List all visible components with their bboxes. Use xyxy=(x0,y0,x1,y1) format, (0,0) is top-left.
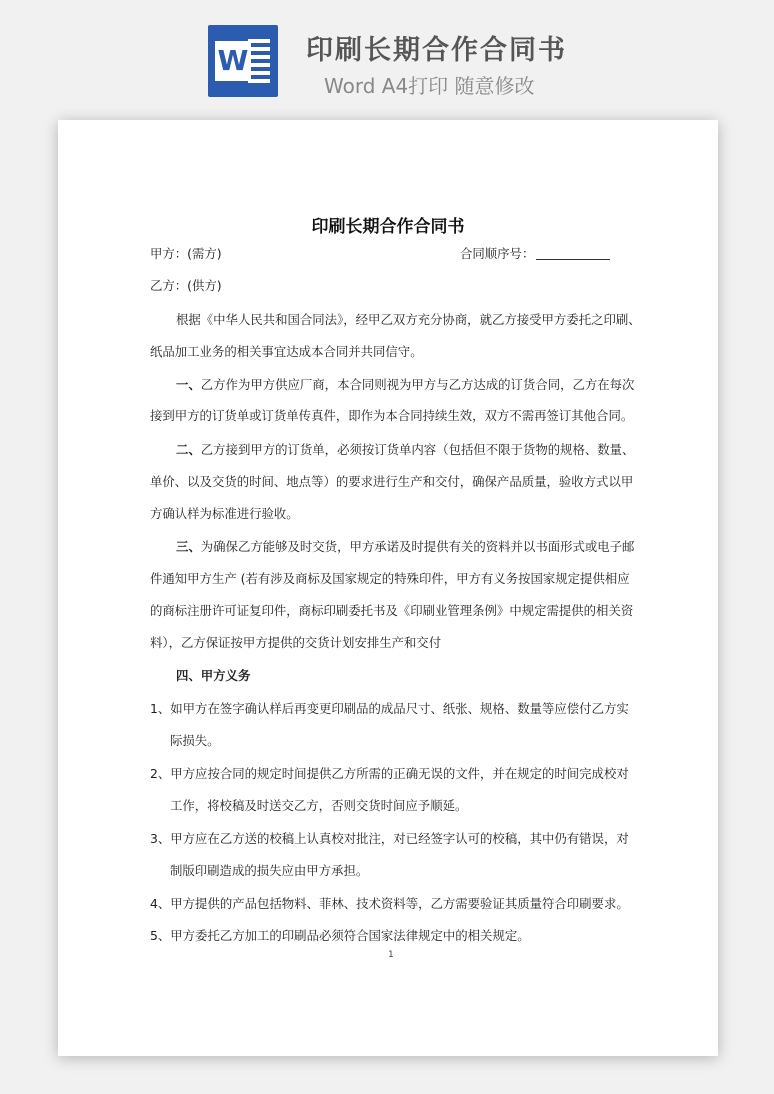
clause-1-line-2: 接到甲方的订货单或订货单传真件，即作为本合同持续生效，双方不需再签订其他合同。 xyxy=(150,408,634,423)
clause-2-line-3: 方确认样为标准进行验收。 xyxy=(150,506,299,521)
clause-2-line-2: 单价、以及交货的时间、地点等）的要求进行生产和交付，确保产品质量，验收方式以甲 xyxy=(150,474,634,489)
contract-number-label: 合同顺序号： xyxy=(460,246,535,261)
word-logo-icon xyxy=(208,25,278,97)
clause-1-line-1: 一、乙方作为甲方供应厂商，本合同则视为甲方与乙方达成的订货合同，乙方在每次 xyxy=(176,377,635,392)
party-a: 甲方：(需方) xyxy=(150,246,222,261)
document-lines-icon xyxy=(248,39,270,83)
clause-3-line-3: 的商标注册许可证复印件，商标印刷委托书及《印刷业管理条例》中规定需提供的相关资 xyxy=(150,603,634,618)
page-number: 1 xyxy=(388,950,394,960)
clause-1-number: 一、 xyxy=(176,377,201,392)
party-b: 乙方：(供方) xyxy=(150,278,222,293)
item-1-line-2: 际损失。 xyxy=(170,733,220,748)
clause-3-line-2: 件通知甲方生产 (若有涉及商标及国家规定的特殊印件，甲方有义务按国家规定提供相应 xyxy=(150,571,630,586)
section-4-title: 四、甲方义务 xyxy=(176,668,251,683)
item-3-line-2: 制版印刷造成的损失应由甲方承担。 xyxy=(170,863,369,878)
item-2-line-2: 工作，将校稿及时送交乙方，否则交货时间应予顺延。 xyxy=(170,798,468,813)
intro-line-1: 根据《中华人民共和国合同法》，经甲乙双方充分协商，就乙方接受甲方委托之印刷、 xyxy=(176,312,641,327)
item-1-line-1: 1、如甲方在签字确认样后再变更印刷品的成品尺寸、纸张、规格、数量等应偿付乙方实 xyxy=(150,701,629,716)
item-5: 5、甲方委托乙方加工的印刷品必须符合国家法律规定中的相关规定。 xyxy=(150,928,530,943)
clause-3-line-1: 三、为确保乙方能够及时交货，甲方承诺及时提供有关的资料并以书面形式或电子邮 xyxy=(176,539,635,554)
document-title: 印刷长期合作合同书 xyxy=(311,217,465,237)
contract-number xyxy=(460,246,610,262)
item-3-line-1: 3、甲方应在乙方送的校稿上认真校对批注，对已经签字认可的校稿，其中仍有错误，对 xyxy=(150,831,629,846)
clause-3-line-4: 料），乙方保证按甲方提供的交货计划安排生产和交付 xyxy=(150,635,442,650)
clause-2-number: 二、 xyxy=(176,442,201,457)
banner xyxy=(0,0,774,118)
clause-2-line-1: 二、乙方接到甲方的订货单，必须按订货单内容（包括但不限于货物的规格、数量、 xyxy=(176,442,635,457)
item-4: 4、甲方提供的产品包括物料、菲林、技术资料等，乙方需要验证其质量符合印刷要求。 xyxy=(150,896,629,911)
contract-number-blank xyxy=(536,247,610,260)
word-logo-letter: W xyxy=(215,41,251,81)
intro-line-2: 纸品加工业务的相关事宜达成本合同并共同信守。 xyxy=(150,344,423,359)
document-page xyxy=(58,120,718,1056)
banner-title: 印刷长期合作合同书 xyxy=(306,35,567,66)
clause-3-number: 三、 xyxy=(176,539,201,554)
banner-subtitle: Word A4打印 随意修改 xyxy=(324,74,535,98)
item-2-line-1: 2、甲方应按合同的规定时间提供乙方所需的正确无误的文件，并在规定的时间完成校对 xyxy=(150,766,629,781)
